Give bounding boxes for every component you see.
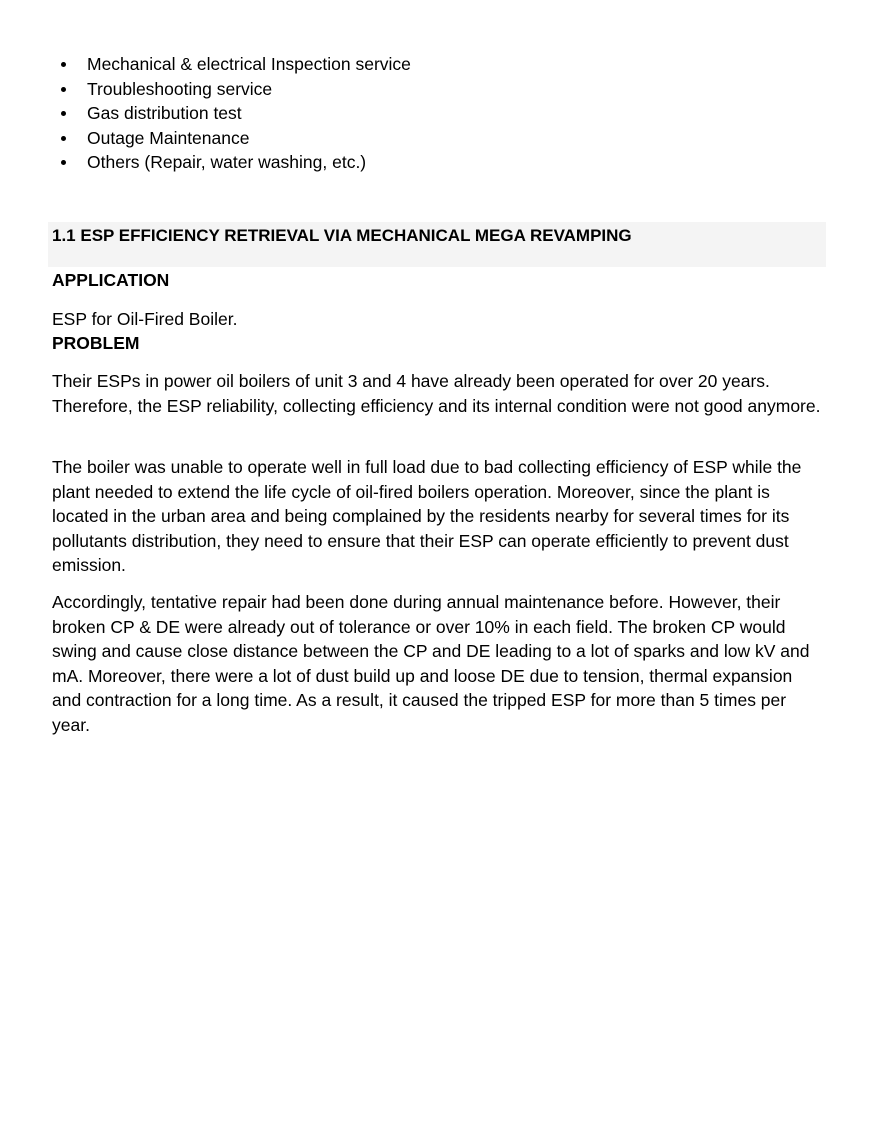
- bullet-item: [52, 126, 411, 151]
- application-label: APPLICATION: [52, 270, 170, 290]
- section-heading-band: [48, 222, 826, 267]
- bullet-text: Gas distribution test: [87, 103, 242, 123]
- bullet-dot-icon: [61, 136, 66, 141]
- bullet-text: Others (Repair, water washing, etc.): [87, 152, 367, 172]
- application-text: ESP for Oil-Fired Boiler.: [52, 309, 238, 329]
- problem-paragraph-2: The boiler was unable to operate well in full load due to bad collecting efficiency of ESP while the plant needed to extend the life cycle of oil-fired boilers operation. Moreover, since the plant is located in the urban area and being complained by the residents nearby for several times for its pollutants distribution, they need to ensure that their ESP can operate efficiently to prevent dust emission.: [52, 457, 802, 575]
- bullet-dot-icon: [61, 160, 66, 165]
- bullet-text: Troubleshooting service: [87, 78, 273, 99]
- bullet-item: [52, 52, 411, 77]
- bullet-item: [52, 150, 411, 175]
- bullet-item: [52, 77, 411, 102]
- problem-paragraph-3: Accordingly, tentative repair had been done during annual maintenance before. However, their broken CP & DE were already out of tolerance or over 10% in each field. The broken CP would swing and cause close distance between the CP and DE leading to a lot of sparks and low kV and mA. Moreover, there were a lot of dust build up and loose DE due to tension, thermal expansion and contraction for a long time. As a result, it caused the tripped ESP for more than 5 times per year.: [52, 592, 810, 735]
- bullet-dot-icon: [61, 111, 66, 116]
- service-bullet-list: [52, 52, 411, 175]
- problem-label: PROBLEM: [52, 333, 140, 353]
- bullet-dot-icon: [61, 62, 66, 67]
- bullet-item: [52, 101, 411, 126]
- bullet-text: Outage Maintenance: [87, 127, 250, 148]
- problem-paragraph-1: Their ESPs in power oil boilers of unit 3 and 4 have already been operated for over 20 years. Therefore, the ESP reliability, collecting efficiency and its internal condition were not good anymore.: [52, 371, 821, 416]
- bullet-text: Mechanical & electrical Inspection service: [87, 54, 411, 74]
- section-heading: 1.1 ESP EFFICIENCY RETRIEVAL VIA MECHANICAL MEGA REVAMPING: [52, 226, 632, 245]
- bullet-dot-icon: [61, 87, 66, 92]
